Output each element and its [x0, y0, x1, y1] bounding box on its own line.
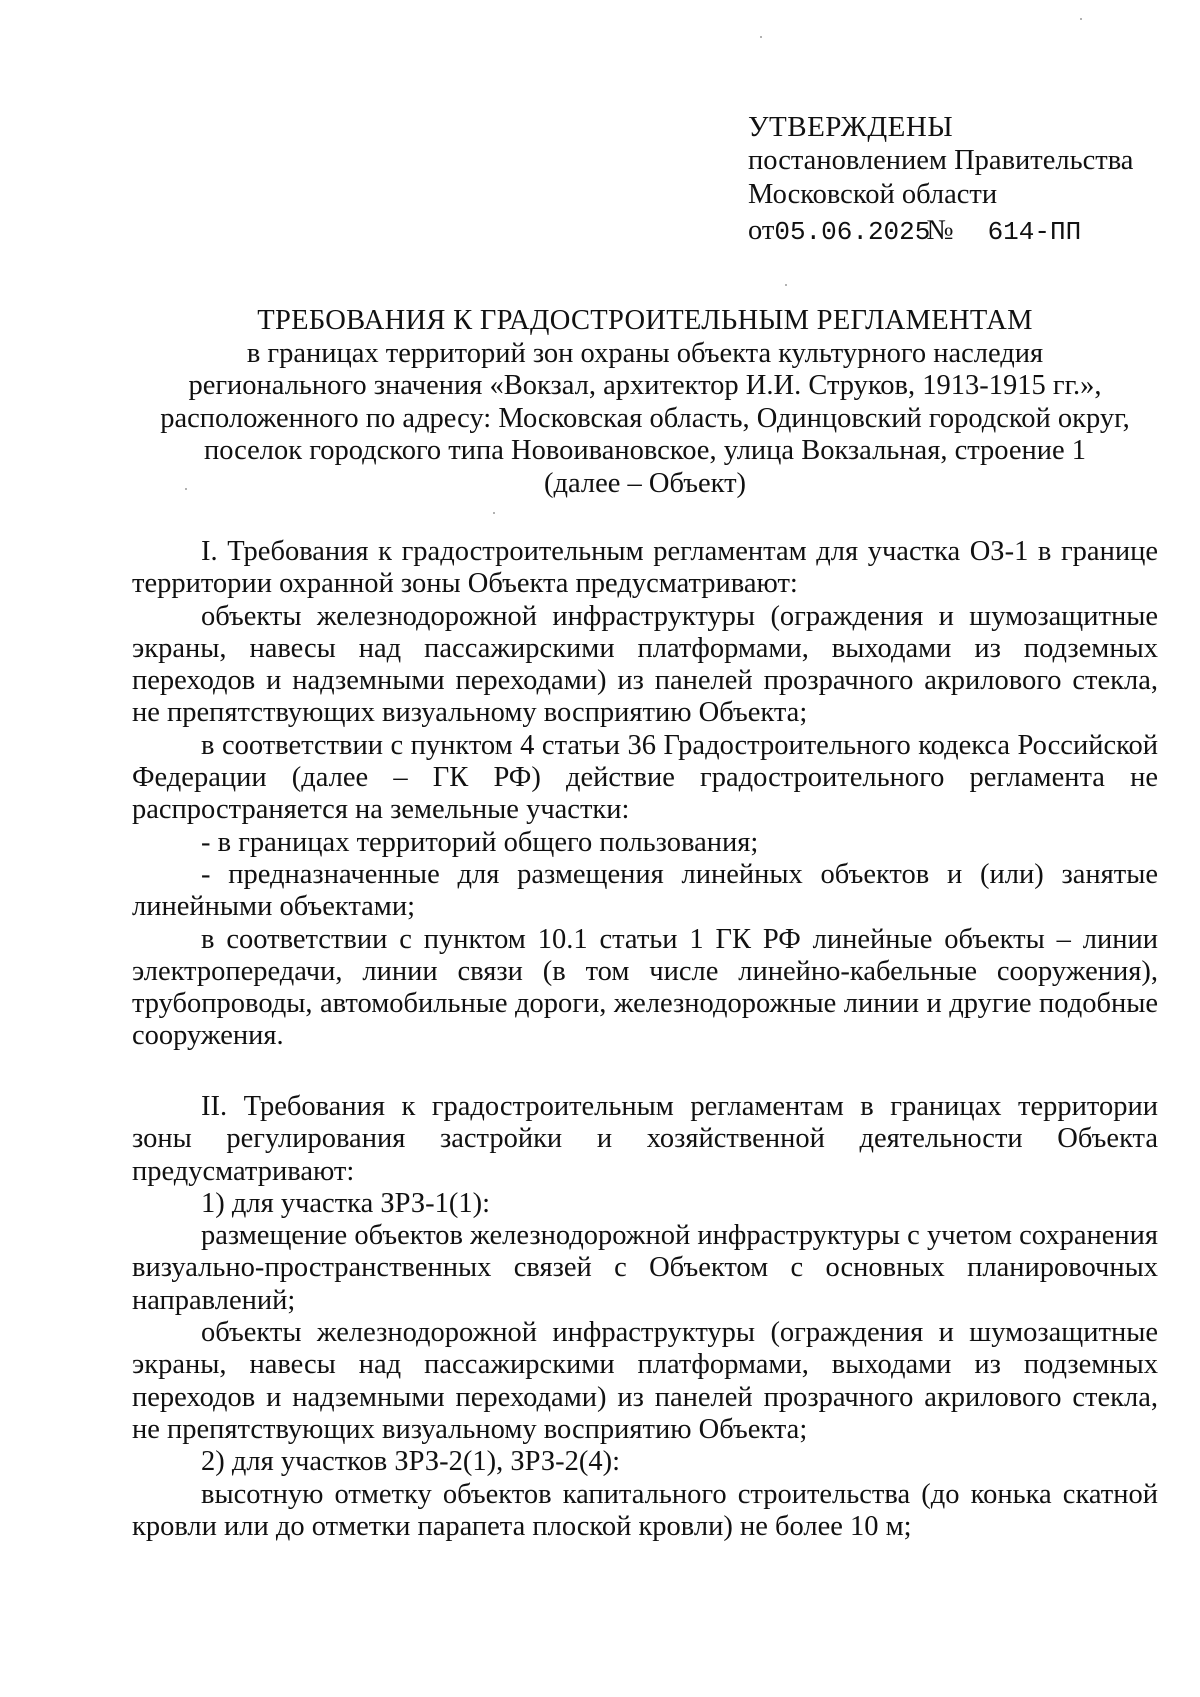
scan-speck [185, 488, 187, 490]
heading-line: (далее – Объект) [543, 467, 747, 499]
paragraph: объекты железнодорожной инфраструктуры (ограждения и шумозащитные экраны, навесы над пассажирскими платформами, выходами из подземных переходов и надземными переходами) из панелей прозрачного акрилового стекла, не препятствующих визуальному восприятию Объекта; [132, 1317, 1158, 1445]
scan-speck [760, 36, 762, 38]
heading-line: в границах территорий зон охраны объекта культурного наследия [246, 337, 1044, 369]
document-heading [130, 305, 1160, 500]
number-sign: № [926, 215, 954, 246]
approval-title: УТВЕРЖДЕНЫ [748, 111, 954, 143]
section-1-intro: I. Требования к градостроительным регламентам для участка ОЗ-1 в границе территории охранной зоны Объекта предусматривают: [132, 536, 1158, 600]
date-prefix: от [748, 215, 775, 246]
approval-line-2: Московской области [748, 179, 998, 210]
approval-line-1: постановлением Правительства [748, 145, 1134, 176]
list-item: - предназначенные для размещения линейных объектов и (или) занятые линейными объектами; [132, 858, 1158, 923]
paragraph: в соответствии с пунктом 4 статьи 36 Градостроительного кодекса Российской Федерации (далее – ГК РФ) действие градостроительного регламента не распространяется на земельные участки: [132, 729, 1158, 826]
heading-line: расположенного по адресу: Московская область, Одинцовский городской округ, [160, 402, 1130, 434]
paragraph: размещение объектов железнодорожной инфраструктуры с учетом сохранения визуально-пространственных связей с Объектом с основных планировочных направлений; [132, 1220, 1158, 1316]
section-1 [132, 536, 1158, 1053]
scan-speck [493, 512, 495, 514]
section-2-intro: II. Требования к градостроительным регламентам в границах территории зоны регулирования застройки и хозяйственной деятельности Объекта предусматривают: [132, 1091, 1158, 1187]
section-2 [132, 1091, 1158, 1543]
subsection-heading: 1) для участка ЗРЗ-1(1): [201, 1187, 490, 1219]
heading-line: поселок городского типа Новоивановское, улица Вокзальная, строение 1 [203, 435, 1087, 466]
subsection-heading: 2) для участков ЗРЗ-2(1), ЗРЗ-2(4): [201, 1446, 621, 1478]
paragraph: объекты железнодорожной инфраструктуры (ограждения и шумозащитные экраны, навесы над пассажирскими платформами, выходами из подземных переходов и надземными переходами) из панелей прозрачного акрилового стекла, не препятствующих визуальному восприятию Объекта; [132, 600, 1158, 729]
approval-date-line [748, 214, 1133, 249]
scan-speck [785, 284, 787, 286]
document-number: 614-ПП [987, 217, 1082, 247]
approval-date: 05.06.2025 [774, 217, 931, 247]
paragraph: в соответствии с пунктом 10.1 статьи 1 ГК РФ линейные объекты – линии электропередачи, линии связи (в том числе линейно-кабельные сооружения), трубопроводы, автомобильные дороги, железнодорожные линии и другие подобные сооружения. [132, 923, 1158, 1052]
heading-line: регионального значения «Вокзал, архитектор И.И. Струков, 1913-1915 гг.», [188, 370, 1102, 401]
paragraph: высотную отметку объектов капитального строительства (до конька скатной кровли или до отметки парапета плоской кровли) не более 10 м; [132, 1478, 1158, 1542]
document-title: ТРЕБОВАНИЯ К ГРАДОСТРОИТЕЛЬНЫМ РЕГЛАМЕНТАМ [257, 305, 1033, 336]
list-item: - в границах территорий общего пользования; [201, 826, 759, 858]
scan-speck [1080, 18, 1082, 20]
approval-block [748, 110, 1133, 249]
